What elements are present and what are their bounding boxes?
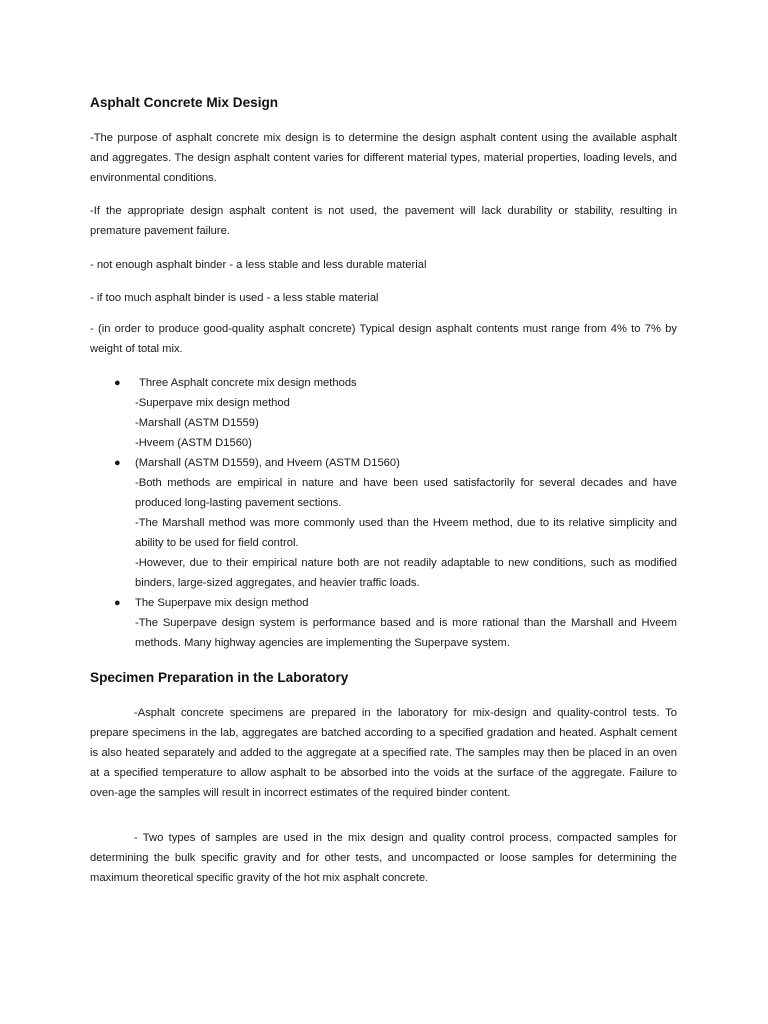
- bullet-head: (Marshall (ASTM D1559), and Hveem (ASTM D1560): [135, 457, 400, 469]
- bullet-icon: ●: [114, 377, 121, 389]
- bullet-head: The Superpave mix design method: [135, 597, 309, 609]
- paragraph-specimen-preparation: -Asphalt concrete specimens are prepared in the laboratory for mix-design and quality-control tests. To prepare specimens in the lab, aggregates are batched according to a specified gradation and heated. Asphalt cement is also heated separately and added to the aggregate at a specified rate. The samples may then be placed in an oven at a specified temperature to allow asphalt to be absorbed into the voids at the surface of the aggregate. Failure to oven-age the samples will result in incorrect estimates of the required binder content.: [90, 707, 677, 799]
- bullet-line: -Both methods are empirical in nature and have been used satisfactorily for several decades and have produced long-lasting pavement sections.: [135, 477, 677, 509]
- page-title: Asphalt Concrete Mix Design: [90, 95, 279, 110]
- bullet-head: Three Asphalt concrete mix design methods: [139, 377, 357, 389]
- paragraph-failure: -If the appropriate design asphalt content is not used, the pavement will lack durability or stability, resulting in premature pavement failure.: [90, 205, 677, 237]
- bullet-list: [90, 373, 677, 653]
- bullet-line: -The Marshall method was more commonly used than the Hveem method, due to its relative simplicity and ability to be used for field control.: [135, 517, 677, 549]
- paragraph-purpose: -The purpose of asphalt concrete mix design is to determine the design asphalt content using the available asphalt and aggregates. The design asphalt content varies for different material types, material properties, loading levels, and environmental conditions.: [90, 132, 677, 184]
- bullet-line: -The Superpave design system is performance based and is more rational than the Marshall and Hveem methods. Many highway agencies are implementing the Superpave system.: [135, 617, 677, 649]
- paragraph-not-enough-binder: - not enough asphalt binder - a less stable and less durable material: [90, 259, 427, 271]
- paragraph-typical-contents: - (in order to produce good-quality asphalt concrete) Typical design asphalt contents must range from 4% to 7% by weight of total mix.: [90, 323, 677, 355]
- paragraph-too-much-binder: - if too much asphalt binder is used - a less stable material: [90, 292, 379, 304]
- bullet-item-methods: [90, 373, 677, 453]
- bullet-line: -Superpave mix design method: [135, 397, 290, 409]
- bullet-item-marshall-hveem: [90, 453, 677, 593]
- bullet-line: -Hveem (ASTM D1560): [135, 437, 252, 449]
- bullet-icon: ●: [114, 457, 121, 469]
- bullet-line: -Marshall (ASTM D1559): [135, 417, 259, 429]
- bullet-line: -However, due to their empirical nature both are not readily adaptable to new conditions, such as modified binders, large-sized aggregates, and heavier traffic loads.: [135, 557, 677, 589]
- bullet-icon: ●: [114, 597, 121, 609]
- bullet-item-superpave: [90, 593, 677, 653]
- section-heading-specimen-preparation: Specimen Preparation in the Laboratory: [90, 670, 349, 685]
- paragraph-sample-types: - Two types of samples are used in the mix design and quality control process, compacted samples for determining the bulk specific gravity and for other tests, and uncompacted or loose samples for determining the maximum theoretical specific gravity of the hot mix asphalt concrete.: [90, 832, 677, 884]
